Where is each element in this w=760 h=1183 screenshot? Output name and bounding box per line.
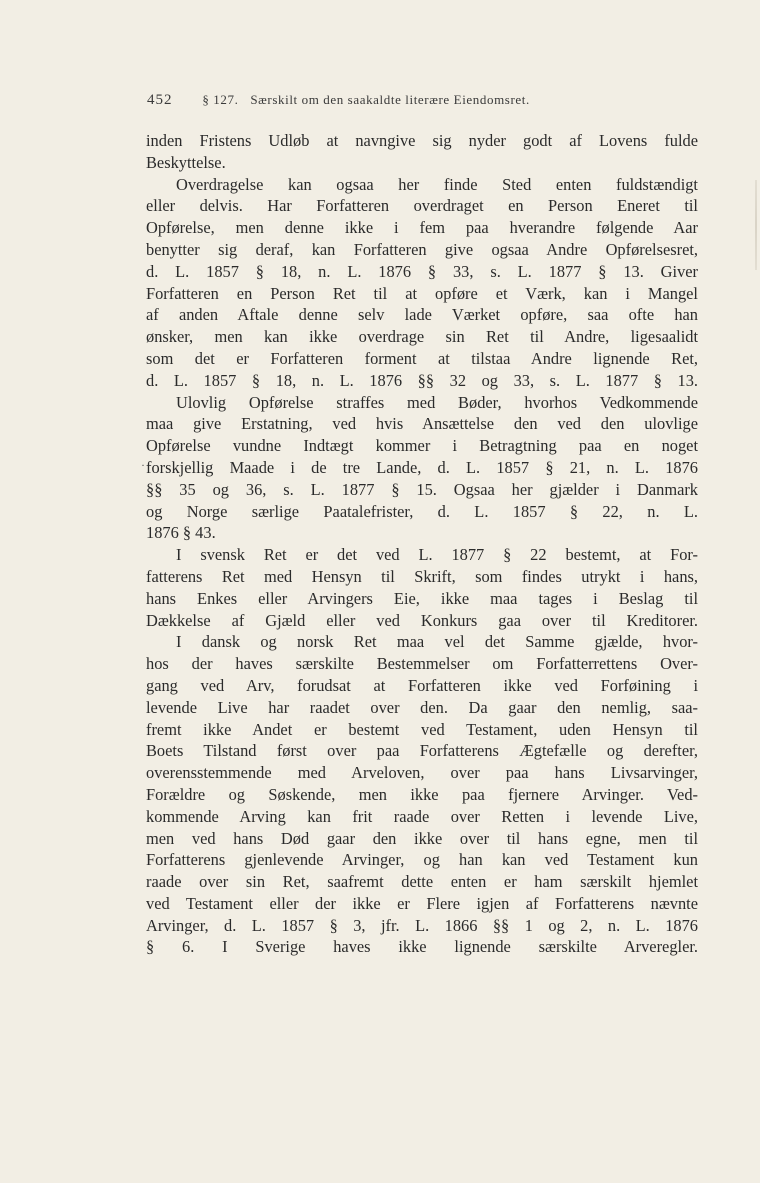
- text-line: Opførelse vundne Indtægt kommer i Betragtning paa en noget: [146, 436, 698, 456]
- text-line: Arvinger, d. L. 1857 § 3, jfr. L. 1866 §§ 1 og 2, n. L. 1876: [146, 915, 698, 935]
- page-edge-shadow: [755, 180, 757, 270]
- text-line: inden Fristens Udløb at navngive sig nyder godt af Lovens fulde: [146, 131, 698, 150]
- text-line: maa give Erstatning, ved hvis Ansættelse den ved den ulovlige: [146, 414, 698, 434]
- section-number: § 127.: [202, 92, 239, 107]
- text-line: I dansk og norsk Ret maa vel det Samme gjælde, hvor-: [176, 632, 698, 652]
- text-line: eller delvis. Har Forfatteren overdraget en Person Eneret til: [146, 196, 698, 216]
- text-line: overensstemmende med Arveloven, over paa hans Livsarvinger,: [146, 763, 698, 783]
- text-line: og Norge særlige Paatalefrister, d. L. 1857 § 22, n. L.: [146, 501, 698, 521]
- text-line: Ulovlig Opførelse straffes med Bøder, hvorhos Vedkommende: [176, 392, 698, 412]
- text-line: men ved hans Død gaar den ikke over til hans egne, men til: [146, 828, 698, 848]
- text-line: Forfatteren en Person Ret til at opføre et Værk, kan i Mangel: [146, 283, 698, 303]
- text-line: fremt ikke Andet er bestemt ved Testament, uden Hensyn til: [146, 719, 698, 739]
- text-line: ønsker, men kan ikke overdrage sin Ret til Andre, ligesaalidt: [146, 327, 698, 347]
- text-line: forskjellig Maade i de tre Lande, d. L. 1857 § 21, n. L. 1876: [146, 457, 698, 477]
- page-number: 452: [147, 92, 173, 108]
- section-title: Særskilt om den saakaldte literære Eiendomsret.: [250, 92, 530, 107]
- text-line: 1876 § 43.: [146, 523, 216, 543]
- text-line: Forfatterens gjenlevende Arvinger, og han kan ved Testament kun: [146, 850, 698, 870]
- body-text: [146, 130, 698, 958]
- text-line: raade over sin Ret, saafremt dette enten er ham særskilt hjemlet: [146, 872, 698, 892]
- text-line: d. L. 1857 § 18, n. L. 1876 § 33, s. L. 1877 § 13. Giver: [146, 261, 698, 281]
- text-line: som det er Forfatteren forment at tilstaa Andre lignende Ret,: [146, 348, 698, 368]
- running-header: [147, 92, 617, 112]
- text-line: ved Testament eller der ikke er Flere igjen af Forfatterens nævnte: [146, 893, 698, 913]
- text-line: hans Enkes eller Arvingers Eie, ikke maa tages i Beslag til: [146, 588, 698, 608]
- text-line: Beskyttelse.: [146, 152, 226, 172]
- margin-mark: ·: [141, 458, 145, 472]
- text-line: d. L. 1857 § 18, n. L. 1876 §§ 32 og 33, s. L. 1877 § 13.: [146, 370, 698, 390]
- text-line: levende Live har raadet over den. Da gaar den nemlig, saa-: [146, 697, 698, 717]
- text-line: Forældre og Søskende, men ikke paa fjernere Arvinger. Ved-: [146, 784, 698, 804]
- text-line: Boets Tilstand først over paa Forfatterens Ægtefælle og derefter,: [146, 741, 698, 761]
- text-line: hos der haves særskilte Bestemmelser om Forfatterrettens Over-: [146, 654, 698, 674]
- text-line: kommende Arving kan frit raade over Retten i levende Live,: [146, 806, 698, 826]
- text-line: I svensk Ret er det ved L. 1877 § 22 bestemt, at For-: [176, 545, 698, 565]
- text-line: §§ 35 og 36, s. L. 1877 § 15. Ogsaa her gjælder i Danmark: [146, 479, 698, 499]
- text-line: af anden Aftale denne selv lade Værket opføre, saa ofte han: [146, 305, 698, 325]
- text-line: Overdragelse kan ogsaa her finde Sted enten fuldstændigt: [176, 174, 698, 194]
- text-line: benytter sig deraf, kan Forfatteren give ogsaa Andre Opførelsesret,: [146, 239, 698, 259]
- text-line: fatterens Ret med Hensyn til Skrift, som findes utrykt i hans,: [146, 566, 698, 586]
- text-line: gang ved Arv, forudsat at Forfatteren ikke ved Forføining i: [146, 675, 698, 695]
- text-line: Opførelse, men denne ikke i fem paa hverandre følgende Aar: [146, 218, 698, 238]
- text-line: § 6. I Sverige haves ikke lignende særskilte Arveregler.: [146, 937, 698, 957]
- text-line: Dækkelse af Gjæld eller ved Konkurs gaa over til Kreditorer.: [146, 610, 698, 630]
